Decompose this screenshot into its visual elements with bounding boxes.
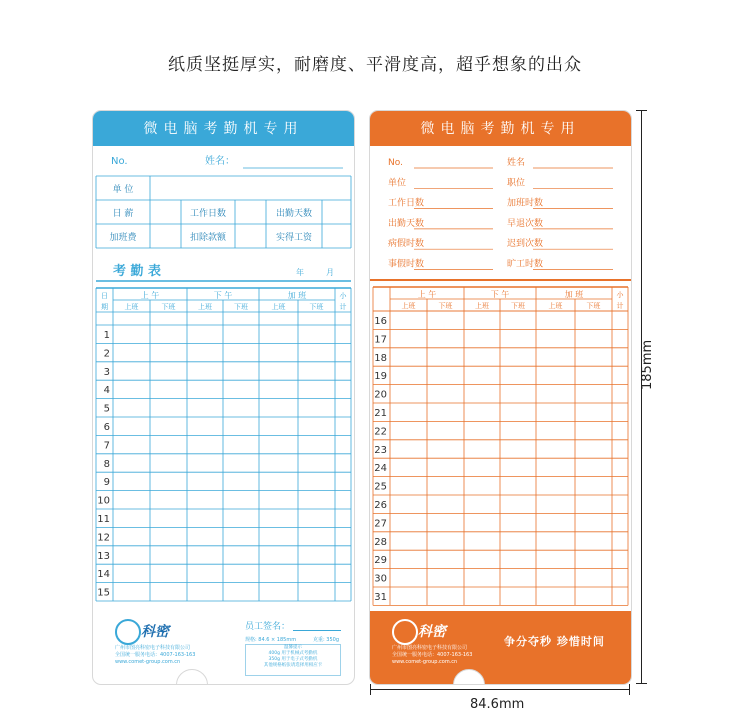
total-col-label: 计 — [339, 303, 347, 311]
tips-title: 温馨提示 — [284, 645, 302, 650]
sheet-title: 考 勤 表 — [113, 264, 162, 279]
blue-card-footer — [93, 611, 354, 684]
width-dimension-label: 84.6mm — [470, 697, 525, 712]
day-number: 13 — [97, 550, 110, 562]
sub-col-label: 上班 — [271, 303, 286, 311]
day-number: 23 — [374, 444, 387, 456]
day-number: 3 — [103, 366, 110, 378]
day-number: 17 — [374, 334, 387, 346]
info-grid-label: 单 位 — [112, 185, 134, 195]
year-label: 年 — [296, 268, 304, 277]
time-card-blue — [92, 110, 355, 685]
orange-card-grid — [370, 111, 631, 611]
day-number: 27 — [374, 518, 387, 530]
day-number: 14 — [97, 569, 110, 581]
sub-col-label: 下班 — [438, 302, 453, 310]
tip-1: 400g 用于机械式考勤机 — [268, 651, 318, 656]
sub-col-label: 上班 — [401, 302, 416, 310]
day-number: 7 — [103, 440, 110, 452]
weight: 克重: 350g — [313, 637, 339, 643]
day-number: 18 — [374, 352, 387, 364]
card-title: 微电脑考勤机专用 — [370, 111, 631, 146]
field-label: No. — [388, 158, 403, 168]
day-col-label: 期 — [101, 303, 108, 311]
company-name: 广州市图亮科密电子科技有限公司 — [115, 645, 191, 651]
time-card-orange — [369, 110, 632, 685]
day-number: 26 — [374, 500, 387, 511]
name-label: 姓名： — [205, 156, 235, 167]
field-label: 姓名 — [507, 158, 526, 168]
day-number: 25 — [374, 481, 387, 493]
field-label: 迟到次数 — [507, 239, 544, 250]
width-dimension-tick-right — [629, 684, 630, 695]
day-number: 9 — [103, 477, 110, 489]
info-grid-label: 实得工资 — [275, 233, 313, 243]
day-number: 5 — [103, 403, 110, 415]
orange-card-footer — [370, 611, 631, 684]
info-grid-label: 出勤天数 — [275, 209, 313, 219]
sub-col-label: 下班 — [586, 302, 601, 310]
col-group-label: 下 午 — [213, 291, 233, 300]
company-name: 广州市图亮科密电子科技有限公司 — [392, 645, 468, 651]
day-col-label: 日 — [101, 292, 108, 300]
service-hotline: 全国统一服务电话：4007-163-163 — [115, 652, 196, 658]
tips-box — [245, 644, 341, 676]
day-number: 24 — [374, 463, 387, 475]
field-label: 出勤天数 — [388, 218, 425, 229]
field-label: 病假时数 — [388, 239, 425, 250]
field-label: 单位 — [388, 178, 407, 189]
comet-logo-icon — [115, 619, 141, 645]
height-dimension-tick-bottom — [636, 683, 647, 684]
signature-label: 员工签名： — [245, 622, 291, 632]
col-group-label: 下 午 — [490, 290, 510, 299]
headline: 纸质坚挺厚实，耐磨度、平滑度高，超乎想象的出众 — [168, 55, 582, 75]
logo-text: 科密 — [141, 624, 169, 640]
info-grid-label: 加班费 — [109, 233, 137, 243]
day-number: 16 — [374, 316, 387, 327]
day-number: 15 — [97, 587, 110, 599]
day-number: 11 — [97, 514, 110, 525]
day-number: 21 — [374, 408, 387, 419]
field-label: 旷工时数 — [507, 259, 544, 270]
col-group-label: 加 班 — [287, 291, 307, 300]
sub-col-label: 上班 — [124, 303, 139, 311]
field-label: 早退次数 — [507, 218, 544, 229]
sub-col-label: 上班 — [548, 302, 563, 310]
height-dimension-label: 185mm — [640, 339, 655, 390]
day-number: 29 — [374, 555, 387, 567]
height-dimension-line — [641, 110, 642, 684]
month-label: 月 — [326, 268, 334, 277]
field-label: 加班时数 — [507, 198, 544, 209]
card-title: 微电脑考勤机专用 — [93, 111, 354, 146]
day-number: 31 — [374, 592, 387, 603]
signature-line — [293, 630, 341, 631]
info-grid-label: 日 薪 — [112, 209, 134, 219]
comet-logo-icon — [392, 619, 418, 645]
sub-col-label: 上班 — [475, 302, 489, 310]
sub-col-label: 下班 — [511, 302, 525, 310]
no-label: No. — [111, 156, 128, 167]
website: www.comet-group.com.cn — [115, 659, 181, 665]
day-number: 19 — [374, 371, 387, 383]
website: www.comet-group.com.cn — [392, 659, 458, 665]
total-col-label: 小 — [339, 292, 347, 300]
total-col-label: 计 — [616, 302, 624, 310]
sub-col-label: 上班 — [198, 303, 212, 311]
field-label: 事假时数 — [388, 259, 425, 270]
tip-3: 其他规格纸张请选择用相应卡 — [263, 663, 323, 668]
col-group-label: 上 午 — [140, 291, 160, 300]
sub-col-label: 下班 — [161, 303, 176, 311]
col-group-label: 上 午 — [417, 290, 437, 299]
logo-text: 科密 — [418, 624, 446, 640]
sub-col-label: 下班 — [309, 303, 324, 311]
day-number: 8 — [103, 458, 110, 470]
day-number: 6 — [103, 422, 110, 433]
spec: 规格: 84.6 × 185mm — [245, 637, 297, 643]
day-number: 22 — [374, 426, 387, 438]
height-dimension-tick-top — [636, 110, 647, 111]
width-dimension-tick-left — [370, 684, 371, 695]
service-hotline: 全国统一服务电话：4007-163-163 — [392, 652, 473, 658]
day-number: 1 — [103, 330, 110, 341]
field-label: 职位 — [507, 178, 526, 189]
info-grid-label: 扣除款额 — [189, 233, 227, 243]
day-number: 10 — [97, 495, 110, 507]
total-col-label: 小 — [616, 291, 624, 299]
col-group-label: 加 班 — [564, 290, 584, 299]
day-number: 20 — [374, 389, 387, 401]
field-label: 工作日数 — [388, 198, 425, 209]
slogan: 争分夺秒 珍惜时间 — [504, 635, 605, 648]
day-number: 28 — [374, 536, 387, 548]
day-number: 2 — [103, 348, 110, 360]
info-grid-label: 工作日数 — [189, 209, 227, 219]
day-number: 12 — [97, 532, 110, 544]
sub-col-label: 下班 — [234, 303, 248, 311]
width-dimension-line — [370, 689, 630, 690]
day-number: 4 — [103, 385, 110, 397]
blue-card-grid — [93, 111, 354, 611]
day-number: 30 — [374, 573, 387, 585]
tip-2: 350g 用于电子式考勤机 — [268, 657, 318, 662]
